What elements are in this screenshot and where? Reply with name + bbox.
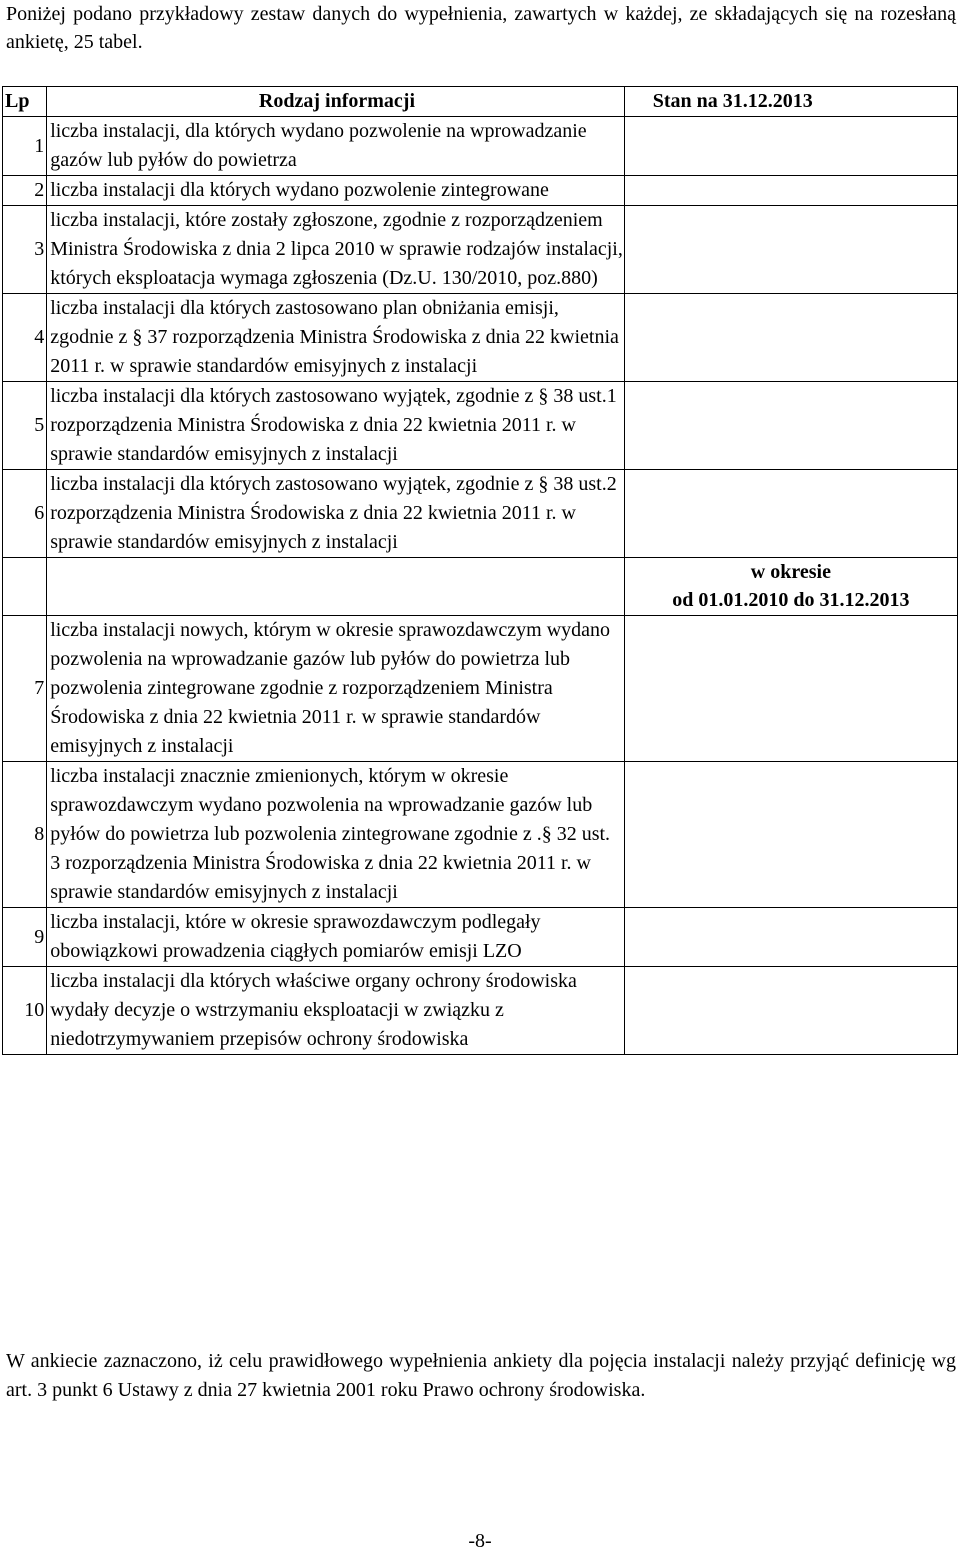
row-value — [624, 762, 957, 908]
intro-paragraph: Poniżej podano przykładowy zestaw danych do wypełnienia, zawartych w każdej, ze składających się na rozesłaną ankietę, 25 tabel. — [6, 3, 956, 53]
row-desc: liczba instalacji nowych, którym w okresie sprawozdawczym wydano pozwolenia na wprowadzanie gazów lub pyłów do powietrza lub pozwolenia zintegrowane zgodnie z rozporządzeniem Ministra Środowiska z dnia 22 kwietnia 2011 r. w sprawie standardów emisyjnych z instalacji — [47, 616, 625, 762]
period-label-line2: od 01.01.2010 do 31.12.2013 — [672, 589, 910, 611]
row-lp: 9 — [3, 908, 47, 967]
page-number: -8- — [468, 1530, 492, 1552]
table-row — [3, 294, 958, 382]
row-desc: liczba instalacji znacznie zmienionych, którym w okresie sprawozdawczym wydano pozwolenia na wprowadzanie gazów lub pyłów do powietrza lub pozwolenia zintegrowane zgodnie z .§ 32 ust. 3 rozporządzenia Ministra Środowiska z dnia 22 kwietnia 2011 r. w sprawie standardów emisyjnych z instalacji — [47, 762, 625, 908]
table-row — [3, 908, 958, 967]
row-value — [624, 967, 957, 1055]
row-lp: 8 — [3, 762, 47, 908]
header-desc: Rodzaj informacji — [47, 87, 625, 117]
row-lp: 5 — [3, 382, 47, 470]
row-lp: 1 — [3, 117, 47, 176]
row-lp: 2 — [3, 176, 47, 206]
row-value — [624, 206, 957, 294]
row-value — [624, 908, 957, 967]
period-header-desc — [47, 558, 625, 616]
row-value — [624, 470, 957, 558]
table-row — [3, 206, 958, 294]
outro-paragraph: W ankiecie zaznaczono, iż celu prawidłowego wypełnienia ankiety dla pojęcia instalacji należy przyjąć definicję wg art. 3 punkt 6 Ustawy z dnia 27 kwietnia 2001 roku Prawo ochrony środowiska. — [6, 1350, 956, 1401]
table-row — [3, 967, 958, 1055]
table-header-row — [3, 87, 958, 117]
table-row — [3, 117, 958, 176]
row-lp: 6 — [3, 470, 47, 558]
row-desc: liczba instalacji dla których zastosowano plan obniżania emisji, zgodnie z § 37 rozporządzenia Ministra Środowiska z dnia 22 kwietnia 2011 r. w sprawie standardów emisyjnych z instalacji — [47, 294, 625, 382]
row-lp: 7 — [3, 616, 47, 762]
row-value — [624, 382, 957, 470]
table-row — [3, 470, 958, 558]
table-row — [3, 616, 958, 762]
period-header-lp — [3, 558, 47, 616]
header-lp: Lp — [3, 87, 47, 117]
row-desc: liczba instalacji, które zostały zgłoszone, zgodnie z rozporządzeniem Ministra Środowiska z dnia 2 lipca 2010 w sprawie rodzajów instalacji, których eksploatacja wymaga zgłoszenia (Dz.U. 130/2010, poz.880) — [47, 206, 625, 294]
row-desc: liczba instalacji dla których właściwe organy ochrony środowiska wydały decyzje o wstrzymaniu eksploatacji w związku z niedotrzymywaniem przepisów ochrony środowiska — [47, 967, 625, 1055]
row-lp: 10 — [3, 967, 47, 1055]
period-header-row — [3, 558, 958, 616]
table-row — [3, 176, 958, 206]
data-table — [2, 86, 958, 1055]
row-desc: liczba instalacji dla których zastosowano wyjątek, zgodnie z § 38 ust.2 rozporządzenia Ministra Środowiska z dnia 22 kwietnia 2011 r. w sprawie standardów emisyjnych z instalacji — [47, 470, 625, 558]
table-row — [3, 762, 958, 908]
row-value — [624, 294, 957, 382]
row-value — [624, 176, 957, 206]
row-value — [624, 616, 957, 762]
row-desc: liczba instalacji, które w okresie sprawozdawczym podlegały obowiązkowi prowadzenia ciągłych pomiarów emisji LZO — [47, 908, 625, 967]
row-desc: liczba instalacji dla których zastosowano wyjątek, zgodnie z § 38 ust.1 rozporządzenia Ministra Środowiska z dnia 22 kwietnia 2011 r. w sprawie standardów emisyjnych z instalacji — [47, 382, 625, 470]
period-header-val — [624, 558, 957, 616]
row-desc: liczba instalacji, dla których wydano pozwolenie na wprowadzanie gazów lub pyłów do powietrza — [47, 117, 625, 176]
header-val: Stan na 31.12.2013 — [624, 87, 957, 117]
row-desc: liczba instalacji dla których wydano pozwolenie zintegrowane — [47, 176, 625, 206]
period-label-line1: w okresie — [750, 561, 831, 583]
row-lp: 3 — [3, 206, 47, 294]
row-lp: 4 — [3, 294, 47, 382]
table-row — [3, 382, 958, 470]
row-value — [624, 117, 957, 176]
